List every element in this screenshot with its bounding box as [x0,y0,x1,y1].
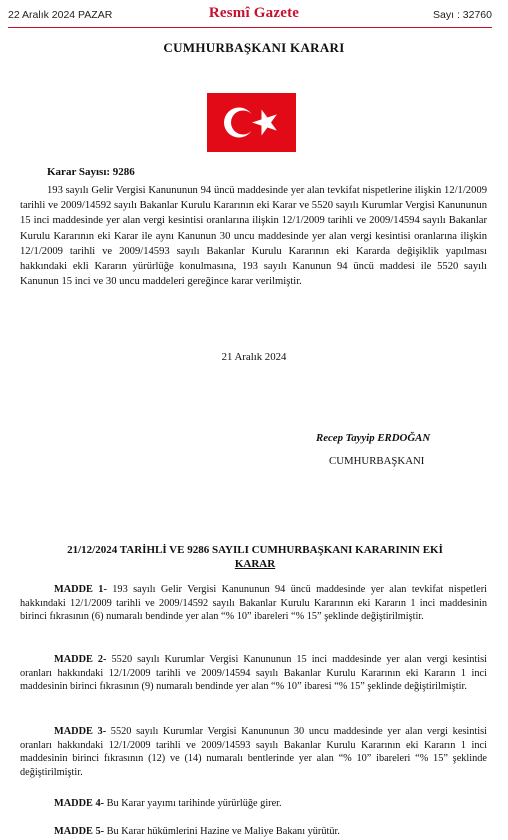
turkish-flag-icon [207,93,296,152]
gazette-title: Resmî Gazete [208,5,300,21]
issue-number: Sayı : 32760 [433,9,492,21]
decision-number: Karar Sayısı: 9286 [47,166,135,178]
article-4 [20,797,487,811]
article-text: Bu Karar hükümlerini Hazine ve Maliye Bakanı yürütür. [104,826,340,837]
article-label: MADDE 4- [54,798,105,809]
article-label: MADDE 3- [54,726,107,737]
article-text: 5520 sayılı Kurumlar Vergisi Kanununun 30 uncu maddesinde yer alan vergi kesintisi oranları hakkındaki 12/1/2009 tarihli ve 2009/14593 sayılı Bakanlar Kurulu Kararının eki Kararın 1 inci maddesinin birinci fıkrasının (12) ve (14) numaralı bentlerinde yer alan “% 10” ibareleri “% 15” şeklinde değiştirilmiştir. [20,726,487,778]
decision-text: 193 sayılı Gelir Vergisi Kanununun 94 üncü maddesinde yer alan tevkifat nispetlerine ilişkin 12/1/2009 tarihli ve 2009/14592 sayılı Bakanlar Kurulu Kararının eki Karar ve 5520 sayılı Kurumlar Vergisi Kanununun 15 inci maddesinde yer alan vergi kesintisi oranlarına ilişkin 12/1/2009 tarihli ve 2009/14594 sayılı Bakanlar Kurulu Kararının eki Karar ile aynı Kanunun 30 uncu maddesinde yer alan vergi kesintisi oranlarına ilişkin 12/1/2009 tarihli ve 2009/14593 sayılı Bakanlar Kurulu Kararının eki Kararda değişiklik yapılması hakkındaki ekli Kararın yürürlüğe konulmasına, 193 sayılı Kanunun 94 üncü maddesi ile 5520 sayılı Kanunun 15 inci ve 30 uncu maddeleri gereğince karar verilmiştir. [20,185,487,288]
article-2 [20,653,487,694]
article-text: Bu Karar yayımı tarihinde yürürlüğe girer. [104,798,282,809]
header-divider [8,27,492,28]
article-3 [20,725,487,779]
article-text: 193 sayılı Gelir Vergisi Kanununun 94 üncü maddesinde yer alan tevkifat nispetleri hakkındaki 12/1/2009 tarihli ve 2009/14592 sayılı Bakanlar Kurulu Kararının eki Kararın 1 inci maddesinin birinci fıkrasının (6) numaralı bendinde yer alan “% 10” ibareleri “% 15” şeklinde değiştirilmiştir. [20,584,488,623]
signer-title: CUMHURBAŞKANI [329,455,425,467]
article-text: 5520 sayılı Kurumlar Vergisi Kanununun 15 inci maddesinde yer alan vergi kesintisi oranları hakkındaki 12/1/2009 tarihli ve 2009/14594 sayılı Bakanlar Kurulu Kararının eki Kararın 1 inci maddesinin birinci fıkrasının (9) numaralı bendinde yer alan “% 10” ibaresi “% 15” şeklinde değiştirilmiştir. [20,654,488,693]
section-title: CUMHURBAŞKANI KARARI [163,40,345,55]
annex-title-line1: 21/12/2024 TARİHLİ VE 9286 SAYILI CUMHURBAŞKANI KARARININ EKİ [67,544,443,556]
annex-title-line2: KARAR [234,558,276,570]
annex-title [30,543,480,571]
article-1 [20,583,487,624]
signer-name: Recep Tayyip ERDOĞAN [316,432,431,444]
article-label: MADDE 2- [54,654,107,665]
article-5 [20,825,487,839]
header-date: 22 Aralık 2024 PAZAR [8,9,113,21]
article-label: MADDE 1- [54,584,107,595]
article-label: MADDE 5- [54,826,105,837]
decision-date: 21 Aralık 2024 [221,351,287,363]
gazette-header [0,0,508,30]
